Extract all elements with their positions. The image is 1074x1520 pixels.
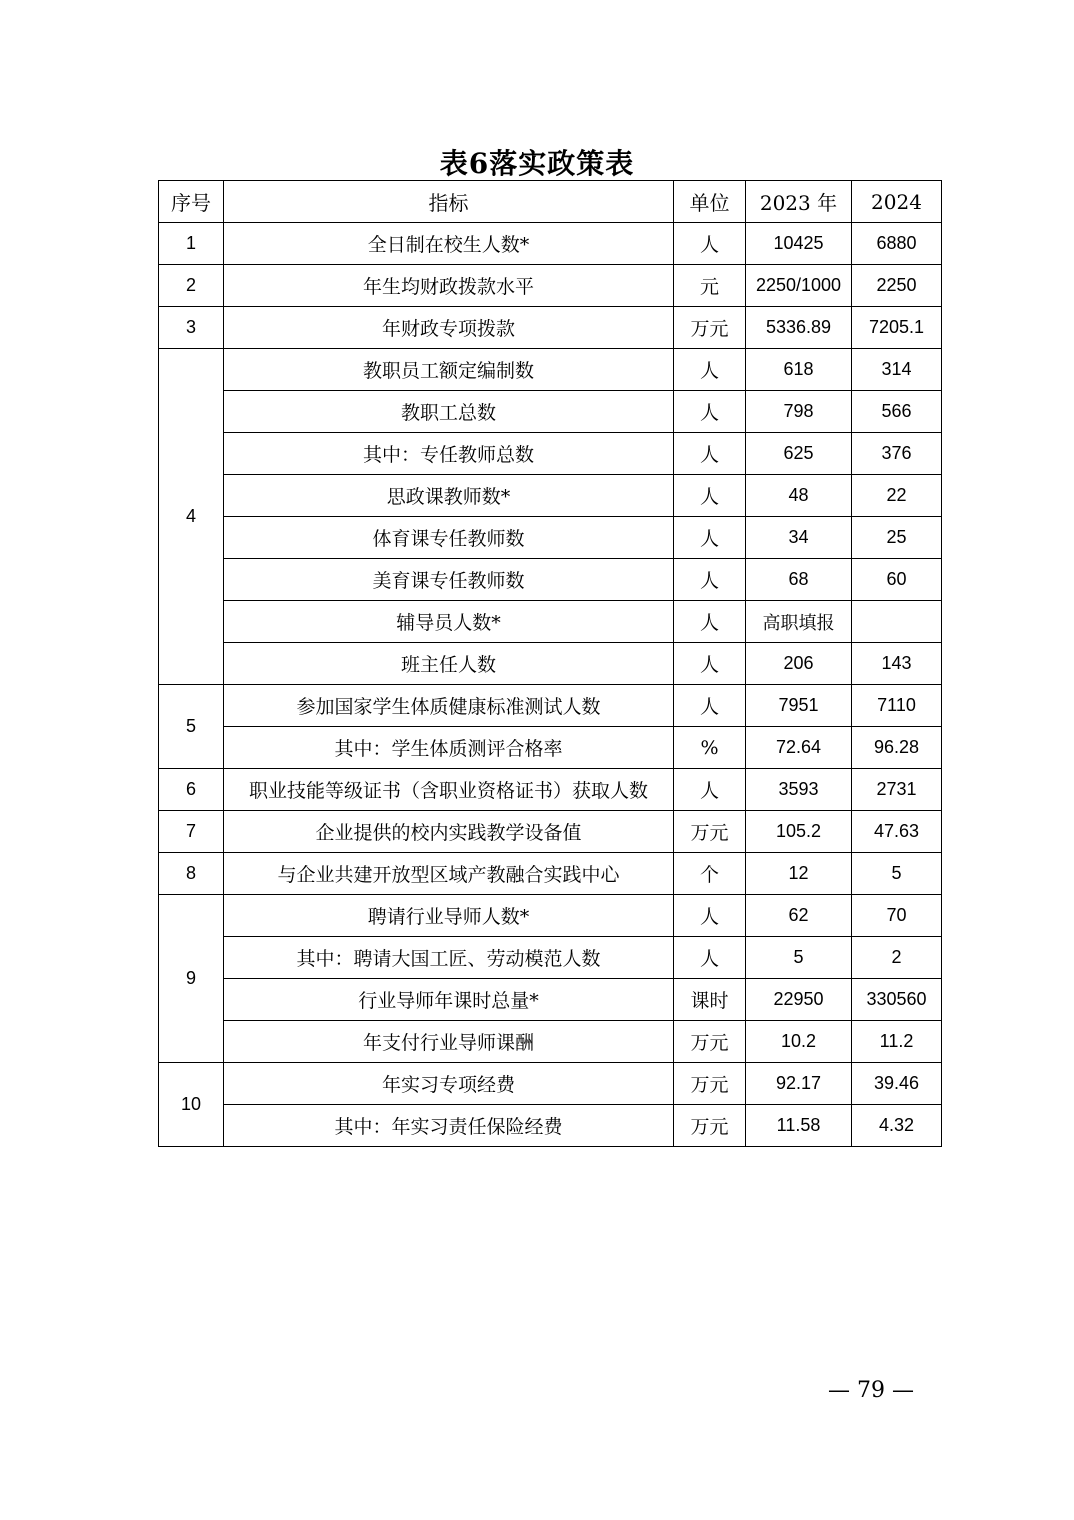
indicator-cell: 教职员工额定编制数 [224,349,674,391]
table-row [159,601,942,643]
value-2024-cell: 2731 [852,769,942,811]
unit-cell: 人 [674,559,746,601]
unit-cell: 人 [674,475,746,517]
indicator-cell: 其中：聘请大国工匠、劳动模范人数 [224,937,674,979]
value-2023-cell: 625 [746,433,852,475]
seq-cell: 3 [159,307,224,349]
unit-cell: 人 [674,517,746,559]
value-2024-cell: 4.32 [852,1105,942,1147]
value-2024-cell: 2 [852,937,942,979]
indicator-cell: 其中：年实习责任保险经费 [224,1105,674,1147]
value-2024-cell: 11.2 [852,1021,942,1063]
value-2023-cell: 2250/1000 [746,265,852,307]
seq-cell: 6 [159,769,224,811]
indicator-cell: 年支付行业导师课酬 [224,1021,674,1063]
table-row [159,1063,942,1105]
table-row [159,769,942,811]
table-row [159,853,942,895]
indicator-cell: 全日制在校生人数* [224,223,674,265]
value-2023-cell: 798 [746,391,852,433]
seq-cell: 8 [159,853,224,895]
table-row [159,685,942,727]
value-2024-cell: 22 [852,475,942,517]
value-2023-cell: 12 [746,853,852,895]
unit-cell: 人 [674,937,746,979]
indicator-cell: 聘请行业导师人数* [224,895,674,937]
value-2023-cell: 22950 [746,979,852,1021]
value-2023-cell: 5336.89 [746,307,852,349]
value-2023-cell: 72.64 [746,727,852,769]
table-row [159,391,942,433]
value-2024-cell: 60 [852,559,942,601]
header-indicator: 指标 [224,181,674,223]
seq-cell: 2 [159,265,224,307]
value-2023-cell: 34 [746,517,852,559]
value-2023-cell: 11.58 [746,1105,852,1147]
value-2023-cell: 105.2 [746,811,852,853]
unit-cell: 课时 [674,979,746,1021]
table-row [159,433,942,475]
page-number: — 79 — [828,1378,914,1403]
value-2024-cell: 143 [852,643,942,685]
indicator-cell: 美育课专任教师数 [224,559,674,601]
indicator-cell: 参加国家学生体质健康标准测试人数 [224,685,674,727]
table-row [159,937,942,979]
value-2024-cell: 566 [852,391,942,433]
unit-cell: 人 [674,349,746,391]
value-2024-cell: 6880 [852,223,942,265]
unit-cell: 人 [674,433,746,475]
table-row [159,349,942,391]
table-row [159,307,942,349]
unit-cell: 元 [674,265,746,307]
indicator-cell: 行业导师年课时总量* [224,979,674,1021]
header-2024: 2024 [852,181,942,223]
unit-cell: 万元 [674,811,746,853]
unit-cell: 万元 [674,1105,746,1147]
table-row [159,895,942,937]
indicator-cell: 辅导员人数* [224,601,674,643]
indicator-cell: 体育课专任教师数 [224,517,674,559]
unit-cell: 人 [674,769,746,811]
indicator-cell: 其中：学生体质测评合格率 [224,727,674,769]
header-2023: 2023 年 [746,181,852,223]
value-2023-cell: 48 [746,475,852,517]
header-unit: 单位 [674,181,746,223]
unit-cell: 人 [674,391,746,433]
value-2024-cell: 314 [852,349,942,391]
unit-cell: 个 [674,853,746,895]
table-row [159,811,942,853]
seq-cell: 9 [159,895,224,1063]
table-row [159,643,942,685]
value-2024-cell: 5 [852,853,942,895]
unit-cell: 人 [674,601,746,643]
seq-cell: 5 [159,685,224,769]
value-2023-cell: 高职填报 [746,601,852,643]
value-2023-cell: 10.2 [746,1021,852,1063]
table-row [159,517,942,559]
indicator-cell: 年实习专项经费 [224,1063,674,1105]
seq-cell: 1 [159,223,224,265]
indicator-cell: 年生均财政拨款水平 [224,265,674,307]
table-row [159,475,942,517]
unit-cell: 万元 [674,1063,746,1105]
table-header-row [159,181,942,223]
unit-cell: 万元 [674,1021,746,1063]
seq-cell: 4 [159,349,224,685]
unit-cell: 人 [674,685,746,727]
value-2023-cell: 7951 [746,685,852,727]
table-row [159,265,942,307]
unit-cell: 人 [674,223,746,265]
unit-cell: 万元 [674,307,746,349]
value-2023-cell: 5 [746,937,852,979]
value-2024-cell: 2250 [852,265,942,307]
header-seq: 序号 [159,181,224,223]
table-row [159,727,942,769]
page-title: 表6落实政策表 [439,147,635,180]
indicator-cell: 职业技能等级证书（含职业资格证书）获取人数 [224,769,674,811]
value-2024-cell: 47.63 [852,811,942,853]
value-2024-cell [852,601,942,643]
value-2024-cell: 96.28 [852,727,942,769]
value-2023-cell: 206 [746,643,852,685]
value-2023-cell: 618 [746,349,852,391]
table-body [159,223,942,1147]
unit-cell: 人 [674,895,746,937]
indicator-cell: 教职工总数 [224,391,674,433]
value-2023-cell: 3593 [746,769,852,811]
value-2024-cell: 330560 [852,979,942,1021]
indicator-cell: 年财政专项拨款 [224,307,674,349]
value-2024-cell: 25 [852,517,942,559]
seq-cell: 10 [159,1063,224,1147]
indicator-cell: 思政课教师数* [224,475,674,517]
seq-cell: 7 [159,811,224,853]
value-2024-cell: 39.46 [852,1063,942,1105]
policy-table [158,180,942,1147]
value-2023-cell: 62 [746,895,852,937]
unit-cell: % [674,727,746,769]
value-2023-cell: 68 [746,559,852,601]
value-2024-cell: 376 [852,433,942,475]
value-2023-cell: 92.17 [746,1063,852,1105]
value-2024-cell: 70 [852,895,942,937]
table-row [159,559,942,601]
indicator-cell: 其中：专任教师总数 [224,433,674,475]
value-2023-cell: 10425 [746,223,852,265]
indicator-cell: 班主任人数 [224,643,674,685]
indicator-cell: 与企业共建开放型区域产教融合实践中心 [224,853,674,895]
value-2024-cell: 7205.1 [852,307,942,349]
unit-cell: 人 [674,643,746,685]
indicator-cell: 企业提供的校内实践教学设备值 [224,811,674,853]
table-row [159,1021,942,1063]
table-row [159,979,942,1021]
table-row [159,1105,942,1147]
value-2024-cell: 7110 [852,685,942,727]
table-row [159,223,942,265]
